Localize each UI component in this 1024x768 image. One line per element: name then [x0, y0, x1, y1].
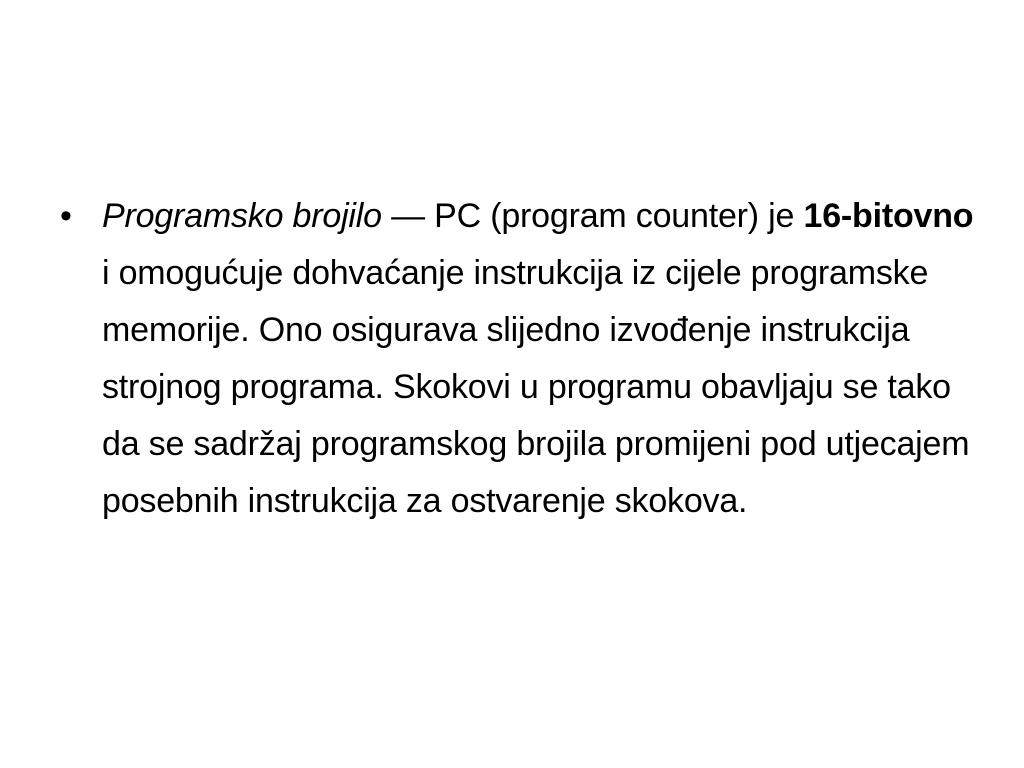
bullet-marker: •: [60, 197, 72, 235]
bullet-item-program-counter: [60, 188, 980, 530]
bullet-list: [60, 188, 980, 530]
term-programsko-brojilo: Programsko brojilo: [102, 197, 382, 235]
text-after-term: — PC (program counter) je: [381, 197, 804, 235]
text-after-emphasis: i omogućuje dohvaćanje instrukcija iz cijele programske memorije. Ono osigurava slijedno izvođenje instrukcija strojnog programa. Skokovi u programu obavljaju se tako da se sadržaj programskog brojila promijeni pod utjecajem posebnih instrukcija za ostvarenje skokova.: [102, 254, 970, 520]
emphasis-16-bitovno: 16-bitovno: [803, 197, 974, 235]
